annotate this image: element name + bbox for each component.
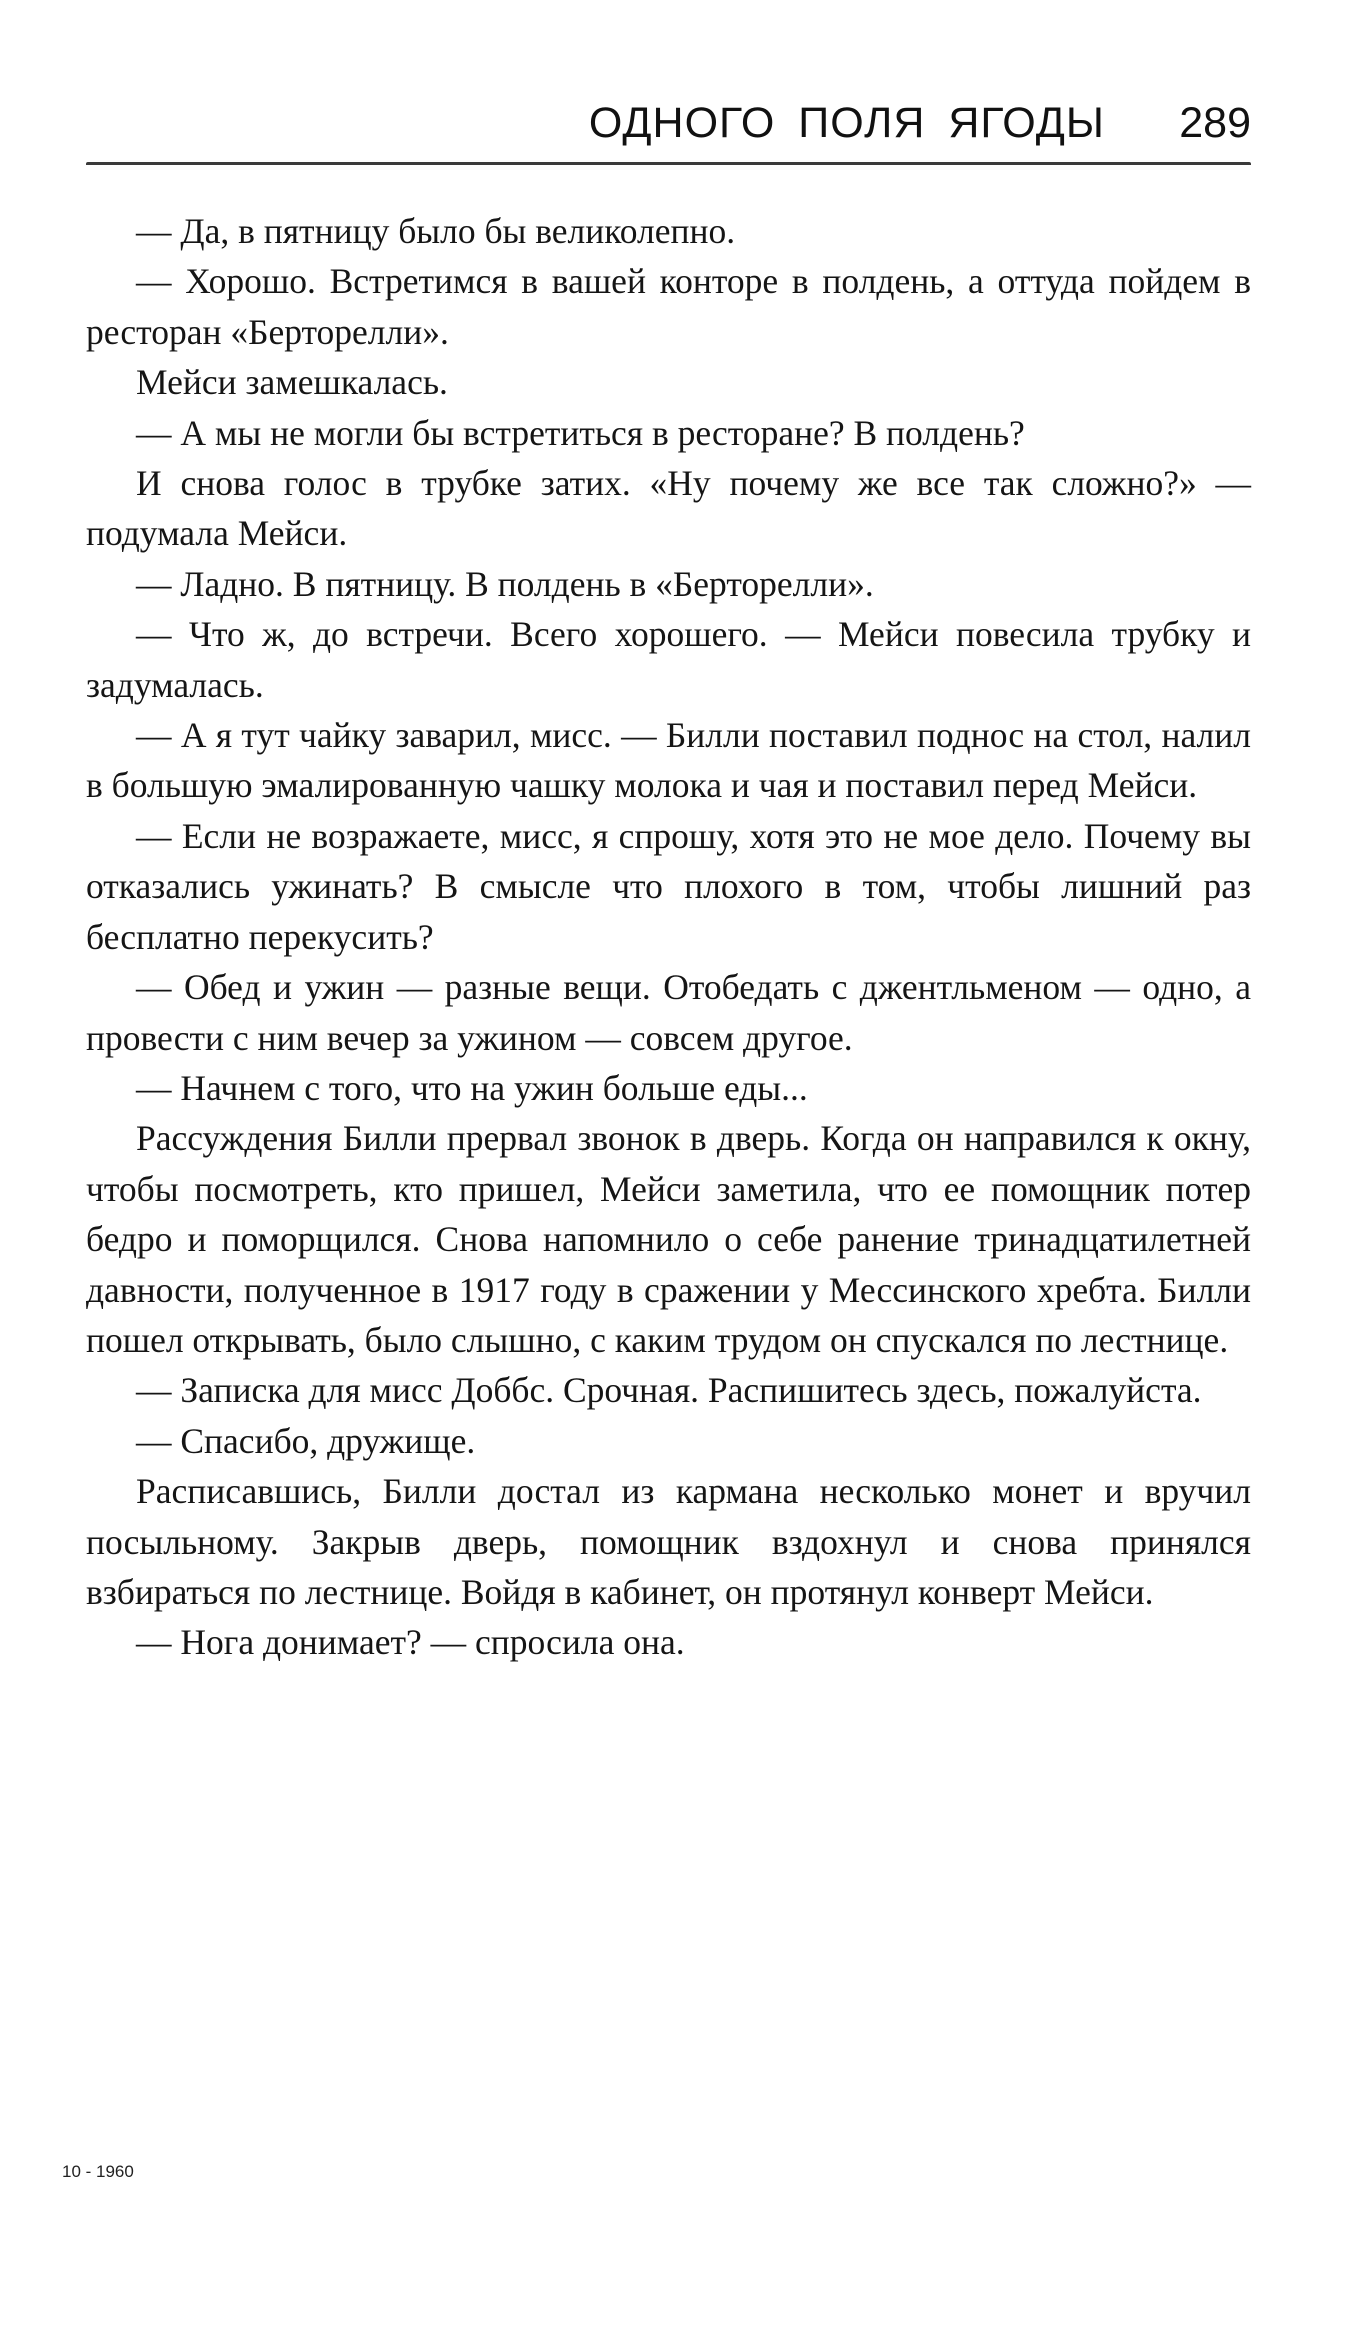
paragraph: — Ладно. В пятницу. В полдень в «Берторелли». bbox=[136, 563, 874, 604]
running-head bbox=[86, 92, 1251, 154]
running-title: ОДНОГО ПОЛЯ ЯГОДЫ bbox=[588, 99, 1105, 147]
header-rule bbox=[86, 162, 1251, 168]
paragraph: — Начнем с того, что на ужин больше еды... bbox=[136, 1067, 808, 1108]
page-number: 289 bbox=[1179, 99, 1251, 147]
paragraph: — Если не возражаете, мисс, я спрошу, хотя это не мое дело. Почему вы отказались ужинать? В смысле что плохого в том, чтобы лишний раз бесплатно перекусить? bbox=[86, 815, 1251, 957]
paragraph: Мейси замешкалась. bbox=[136, 362, 448, 403]
paragraph: — Да, в пятницу было бы великолепно. bbox=[136, 211, 736, 251]
paragraph: — Нога донимает? — спросила она. bbox=[136, 1622, 685, 1663]
printer-signature: 10 - 1960 bbox=[62, 2162, 134, 2181]
paragraph: — Хорошо. Встретимся в вашей конторе в полдень, а оттуда пойдем в ресторан «Берторелли». bbox=[86, 261, 1251, 352]
paragraph: — Обед и ужин — разные вещи. Отобедать с джентльменом — одно, а провести с ним вечер за ужином — совсем другое. bbox=[86, 967, 1251, 1058]
paragraph: И снова голос в трубке затих. «Ну почему же все так сложно?» — подумала Мейси. bbox=[86, 463, 1251, 554]
paragraph: — Что ж, до встречи. Всего хорошего. — Мейси повесила трубку и задумалась. bbox=[86, 614, 1251, 705]
paragraph: Расписавшись, Билли достал из кармана несколько монет и вручил посыльному. Закрыв дверь, помощник вздохнул и снова принялся взбираться по лестнице. Войдя в кабинет, он протянул конверт Мейси. bbox=[86, 1471, 1251, 1612]
text-body bbox=[86, 206, 1251, 1668]
paragraph: — А мы не могли бы встретиться в ресторане? В полдень? bbox=[136, 412, 1025, 453]
paragraph: Рассуждения Билли прервал звонок в дверь. Когда он направился к окну, чтобы посмотреть, кто пришел, Мейси заметила, что ее помощник потер бедро и поморщился. Снова напомнило о себе ранение тринадцатилетней давности, полученное в 1917 году в сражении у Мессинского хребта. Билли пошел открывать, было слышно, с каким трудом он спускался по лестнице. bbox=[86, 1118, 1251, 1360]
paragraph: — Спасибо, дружище. bbox=[136, 1420, 476, 1461]
paragraph: — А я тут чайку заварил, мисс. — Билли поставил поднос на стол, налил в большую эмалированную чашку молока и чая и поставил перед Мейси. bbox=[86, 715, 1251, 806]
paragraph: — Записка для мисс Доббс. Срочная. Распишитесь здесь, пожалуйста. bbox=[136, 1370, 1202, 1411]
